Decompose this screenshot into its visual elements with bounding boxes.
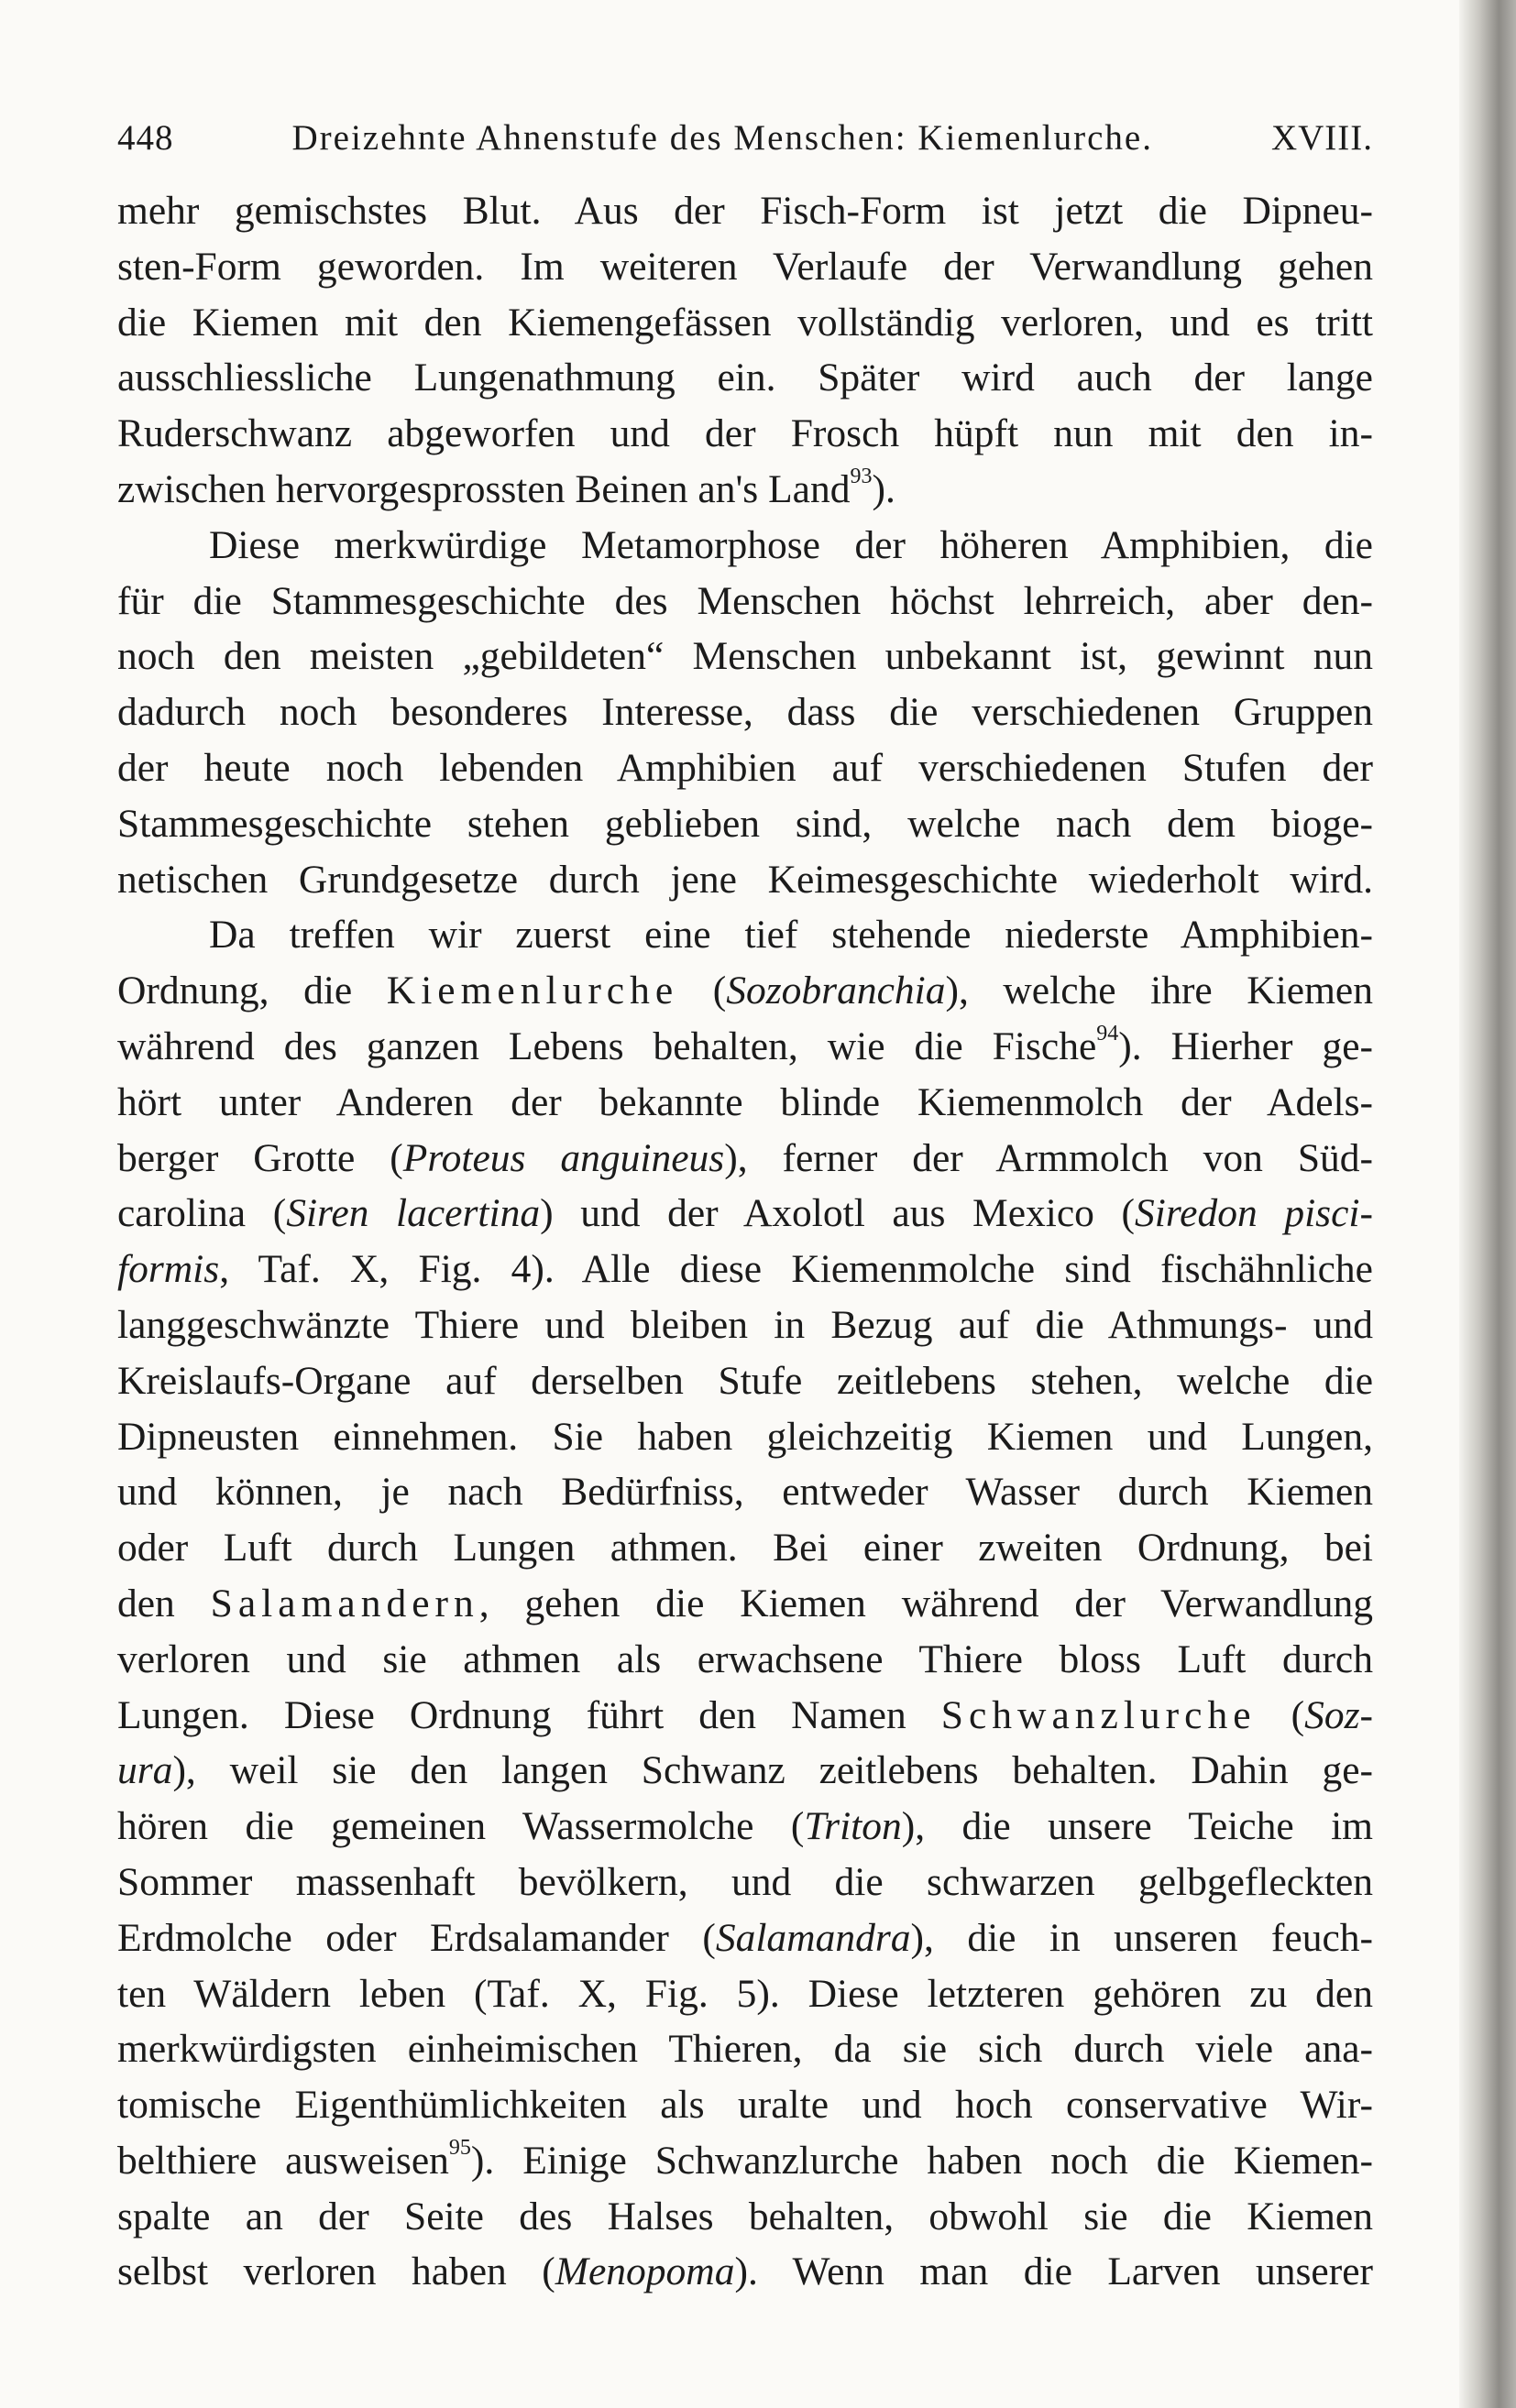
- text-line: [117, 2133, 1373, 2189]
- chapter-number: XVIII.: [1270, 118, 1373, 158]
- italic-term: Soz-: [1304, 1692, 1373, 1737]
- text-run: Dipneusten einnehmen. Sie haben gleichzeitig Kiemen und Lungen,: [117, 1414, 1373, 1459]
- text-line: [117, 2189, 1373, 2245]
- text-run: und können, je nach Bedürfniss, entweder Wasser durch Kiemen: [117, 1470, 1373, 1515]
- text-run: oder Luft durch Lungen athmen. Bei einer zweiten Ordnung, bei: [117, 1526, 1373, 1571]
- italic-term: Siredon pisci-: [1135, 1191, 1373, 1236]
- text-run: die Kiemen mit den Kiemengefässen vollständig verloren, und es tritt: [117, 300, 1373, 345]
- text-line: [117, 2077, 1373, 2133]
- text-run: ), die in unseren feuch-: [910, 1915, 1373, 1960]
- text-run: zwischen hervorgesprossten Beinen an's Land: [117, 466, 851, 511]
- italic-term: Siren lacertina: [286, 1191, 541, 1236]
- text-line: [117, 740, 1373, 796]
- italic-term: Salamandra: [715, 1915, 911, 1960]
- text-run: netischen Grundgesetze durch jene Keimesgeschichte wiederholt wird.: [117, 857, 1373, 902]
- book-page: [117, 117, 1373, 2300]
- text-run: selbst verloren haben (: [117, 2249, 555, 2294]
- text-line: [117, 796, 1373, 852]
- text-line: [117, 1019, 1373, 1075]
- text-run: Diese merkwürdige Metamorphose der höheren Amphibien, die: [209, 522, 1373, 567]
- spaced-term: Kiemenlurche: [386, 969, 679, 1013]
- text-line: [117, 574, 1373, 629]
- text-run: für die Stammesgeschichte des Menschen höchst lehrreich, aber den-: [117, 578, 1373, 623]
- text-line: [117, 1966, 1373, 2022]
- text-line: [117, 462, 1373, 518]
- italic-term: Proteus anguineus: [402, 1135, 725, 1180]
- text-line: [117, 1075, 1373, 1131]
- text-line: [117, 1409, 1373, 1465]
- text-line: [117, 1353, 1373, 1409]
- footnote-ref: 95: [448, 2135, 471, 2160]
- italic-term: Menopoma: [555, 2249, 735, 2294]
- text-run: ), ferner der Armmolch von Süd-: [724, 1135, 1373, 1180]
- text-run: ), weil sie den langen Schwanz zeitlebens behalten. Dahin ge-: [172, 1748, 1373, 1793]
- text-run: verloren und sie athmen als erwachsene Thiere bloss Luft durch: [117, 1636, 1373, 1681]
- text-run: , gehen die Kiemen während der Verwandlung: [478, 1581, 1373, 1625]
- text-line: [117, 629, 1373, 684]
- text-line: [117, 1186, 1373, 1242]
- text-run: ). Hierher ge-: [1118, 1023, 1373, 1068]
- text-run: spalte an der Seite des Halses behalten, obwohl sie die Kiemen: [117, 2194, 1373, 2238]
- page-number: 448: [117, 118, 174, 158]
- spaced-term: Salamandern: [210, 1581, 479, 1625]
- text-line: [117, 350, 1373, 406]
- text-run: mehr gemischstes Blut. Aus der Fisch-Form ist jetzt die Dipneu-: [117, 189, 1373, 233]
- text-line: [117, 963, 1373, 1019]
- text-line: [117, 1910, 1373, 1966]
- text-run: Da treffen wir zuerst eine tief stehende niederste Amphibien-: [209, 913, 1373, 958]
- text-run: ) und der Axolotl aus Mexico (: [540, 1191, 1136, 1236]
- text-run: ).: [872, 466, 895, 511]
- text-run: noch den meisten „gebildeten“ Menschen unbekannt ist, gewinnt nun: [117, 634, 1373, 679]
- text-run: merkwürdigsten einheimischen Thieren, da sie sich durch viele ana-: [117, 2027, 1373, 2072]
- text-run: Ordnung, die: [117, 969, 387, 1013]
- text-run: Kreislaufs-Organe auf derselben Stufe zeitlebens stehen, welche die: [117, 1358, 1373, 1403]
- text-run: (: [1256, 1692, 1305, 1737]
- text-line: [117, 239, 1373, 295]
- text-line: [117, 1464, 1373, 1520]
- text-run: , Taf. X, Fig. 4). Alle diese Kiemenmolche sind fischähnliche: [219, 1247, 1373, 1292]
- italic-term: ura: [117, 1748, 173, 1793]
- text-line: [117, 1297, 1373, 1353]
- text-run: tomische Eigenthümlichkeiten als uralte und hoch conservative Wir-: [117, 2083, 1373, 2128]
- text-line: [117, 1131, 1373, 1187]
- text-line: [117, 1855, 1373, 1910]
- text-run: belthiere ausweisen: [117, 2138, 449, 2183]
- running-title: Dreizehnte Ahnenstufe des Menschen: Kiemenlurche.: [291, 118, 1153, 158]
- text-line: [117, 1799, 1373, 1855]
- italic-term: formis: [117, 1247, 220, 1292]
- text-run: Sommer massenhaft bevölkern, und die schwarzen gelbgefleckten: [117, 1859, 1373, 1904]
- text-run: Stammesgeschichte stehen geblieben sind, welche nach dem bioge-: [117, 801, 1373, 846]
- text-line: [117, 907, 1373, 963]
- footnote-ref: 93: [850, 464, 873, 488]
- text-line: [117, 1632, 1373, 1688]
- text-line: [117, 1576, 1373, 1632]
- text-line: [117, 406, 1373, 462]
- text-line: [117, 183, 1373, 239]
- text-line: [117, 2021, 1373, 2077]
- italic-term: Triton: [804, 1804, 902, 1849]
- text-run: ). Einige Schwanzlurche haben noch die Kiemen-: [470, 2138, 1373, 2183]
- text-run: (: [678, 969, 727, 1013]
- text-line: [117, 1743, 1373, 1799]
- text-run: berger Grotte (: [117, 1135, 403, 1180]
- text-line: [117, 518, 1373, 574]
- text-run: hört unter Anderen der bekannte blinde Kiemenmolch der Adels-: [117, 1079, 1373, 1124]
- text-run: sten-Form geworden. Im weiteren Verlaufe der Verwandlung gehen: [117, 244, 1373, 289]
- running-header: [117, 117, 1373, 181]
- text-line: [117, 1242, 1373, 1297]
- spaced-term: Schwanzlurche: [940, 1692, 1257, 1737]
- body-text: [117, 183, 1373, 2300]
- text-run: der heute noch lebenden Amphibien auf verschiedenen Stufen der: [117, 745, 1373, 790]
- text-run: Ruderschwanz abgeworfen und der Frosch hüpft nun mit den in-: [117, 411, 1373, 456]
- text-run: hören die gemeinen Wassermolche (: [117, 1804, 805, 1849]
- text-line: [117, 852, 1373, 908]
- text-run: ), die unsere Teiche im: [901, 1804, 1373, 1849]
- text-run: Lungen. Diese Ordnung führt den Namen: [117, 1692, 941, 1737]
- text-run: carolina (: [117, 1191, 287, 1236]
- text-run: den: [117, 1581, 211, 1625]
- text-line: [117, 295, 1373, 351]
- text-run: dadurch noch besonderes Interesse, dass die verschiedenen Gruppen: [117, 690, 1373, 735]
- text-run: ten Wäldern leben (Taf. X, Fig. 5). Diese letzteren gehören zu den: [117, 1971, 1373, 2016]
- text-run: langgeschwänzte Thiere und bleiben in Bezug auf die Athmungs- und: [117, 1302, 1373, 1347]
- text-run: ), welche ihre Kiemen: [945, 969, 1373, 1013]
- text-line: [117, 1520, 1373, 1576]
- text-run: ). Wenn man die Larven unserer: [734, 2249, 1373, 2294]
- text-line: [117, 1688, 1373, 1744]
- italic-term: Sozobranchia: [726, 969, 946, 1013]
- footnote-ref: 94: [1096, 1021, 1119, 1045]
- text-run: Erdmolche oder Erdsalamander (: [117, 1915, 716, 1960]
- page-edge-shadow: [1459, 0, 1516, 2408]
- text-run: ausschliessliche Lungenathmung ein. Später wird auch der lange: [117, 356, 1373, 400]
- text-line: [117, 684, 1373, 740]
- text-run: während des ganzen Lebens behalten, wie die Fische: [117, 1023, 1097, 1068]
- text-line: [117, 2244, 1373, 2300]
